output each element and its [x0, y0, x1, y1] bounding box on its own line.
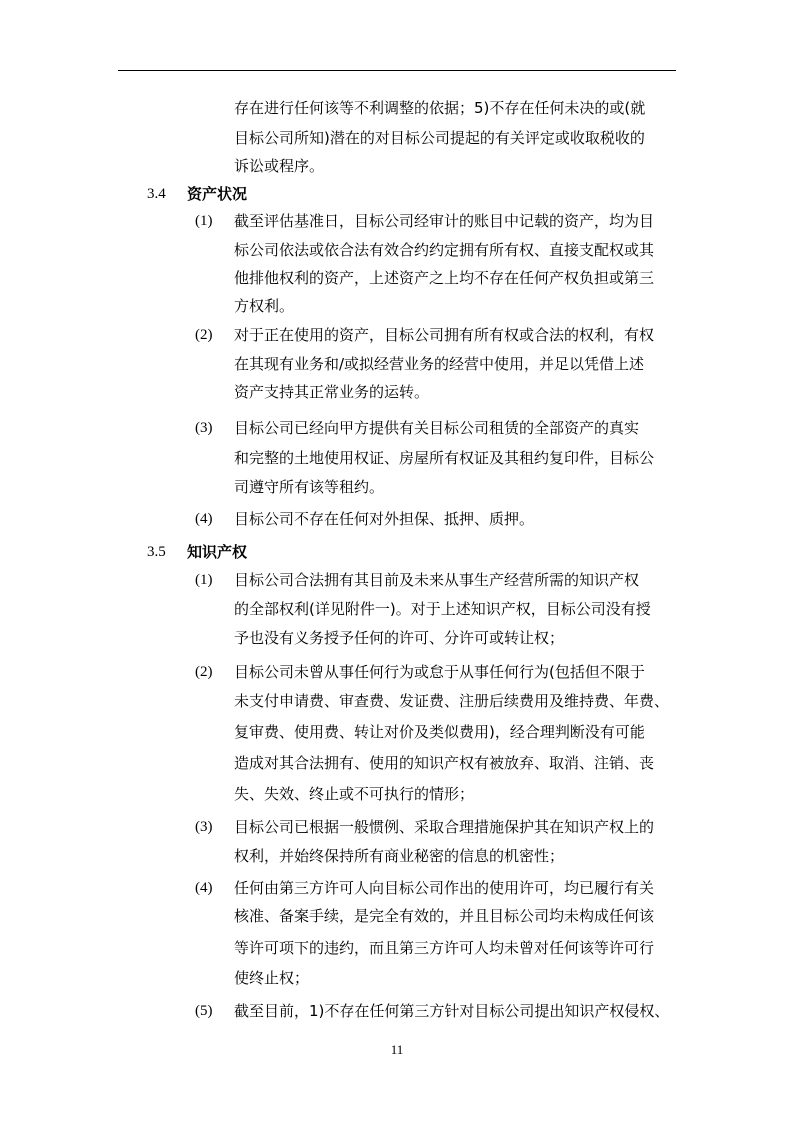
item-label: (1) [195, 572, 213, 588]
item-label: (4) [195, 511, 213, 527]
item-line: 目标公司已经向甲方提供有关目标公司租赁的全部资产的真实 [234, 419, 640, 437]
item-line: 对于正在使用的资产，目标公司拥有所有权或合法的权利，有权 [234, 326, 655, 344]
item-line: 使终止权； [234, 969, 310, 987]
item-line: 标公司依法或依合法有效合约约定拥有所有权、直接支配权或其 [234, 241, 655, 259]
item-line: 的全部权利(详见附件一)。对于上述知识产权，目标公司没有授 [234, 600, 651, 618]
item-line: 在其现有业务和/或拟经营业务的经营中使用，并足以凭借上述 [234, 355, 645, 373]
item-label: (1) [195, 213, 213, 229]
item-line: 目标公司不存在任何对外担保、抵押、质押。 [234, 510, 535, 528]
item-line: 失、失效、终止或不可执行的情形； [234, 785, 475, 803]
item-label: (5) [195, 1003, 213, 1019]
item-line: 目标公司已根据一般惯例、采取合理措施保护其在知识产权上的 [234, 818, 655, 836]
item-line: 未支付申请费、审查费、发证费、注册后续费用及维持费、年费、 [234, 692, 670, 710]
section-title: 资产状况 [187, 185, 248, 203]
item-line: 截至目前，1)不存在任何第三方针对目标公司提出知识产权侵权、 [234, 1002, 670, 1020]
item-line: 目标公司合法拥有其目前及未来从事生产经营所需的知识产权 [234, 571, 640, 589]
header-rule [118, 70, 676, 71]
continuation-line: 诉讼或程序。 [234, 157, 325, 175]
item-line: 他排他权利的资产，上述资产之上均不存在任何产权负担或第三 [234, 269, 655, 287]
item-label: (3) [195, 819, 213, 835]
item-line: 方权利。 [234, 297, 295, 315]
continuation-line: 存在进行任何该等不利调整的依据；5)不存在任何未决的或(就 [234, 99, 646, 117]
item-line: 核准、备案手续，是完全有效的，并且目标公司均未构成任何该 [234, 907, 655, 925]
item-line: 截至评估基准日，目标公司经审计的账目中记载的资产，均为目 [234, 212, 655, 230]
item-line: 和完整的土地使用权证、房屋所有权证及其租约复印件，目标公 [234, 449, 655, 467]
item-line: 资产支持其正常业务的运转。 [234, 383, 430, 401]
item-line: 予也没有义务授予任何的许可、分许可或转让权； [234, 629, 565, 647]
page-number: 11 [390, 1042, 404, 1057]
item-line: 目标公司未曾从事任何行为或怠于从事任何行为(包括但不限于 [234, 663, 645, 681]
continuation-line: 目标公司所知)潜在的对目标公司提起的有关评定或收取税收的 [234, 129, 645, 147]
item-line: 复审费、使用费、转让对价及类似费用)，经合理判断没有可能 [234, 723, 645, 741]
item-label: (3) [195, 420, 213, 436]
item-line: 司遵守所有该等租约。 [234, 478, 385, 496]
section-number: 3.5 [147, 544, 166, 560]
item-label: (2) [195, 327, 213, 343]
item-line: 权利，并始终保持所有商业秘密的信息的机密性； [234, 847, 565, 865]
item-line: 任何由第三方许可人向目标公司作出的使用许可，均已履行有关 [234, 879, 655, 897]
item-label: (2) [195, 664, 213, 680]
item-line: 等许可项下的违约，而且第三方许可人均未曾对任何该等许可行 [234, 939, 655, 957]
section-title: 知识产权 [187, 543, 248, 561]
section-number: 3.4 [147, 186, 166, 202]
item-line: 造成对其合法拥有、使用的知识产权有被放弃、取消、注销、丧 [234, 754, 655, 772]
item-label: (4) [195, 880, 213, 896]
